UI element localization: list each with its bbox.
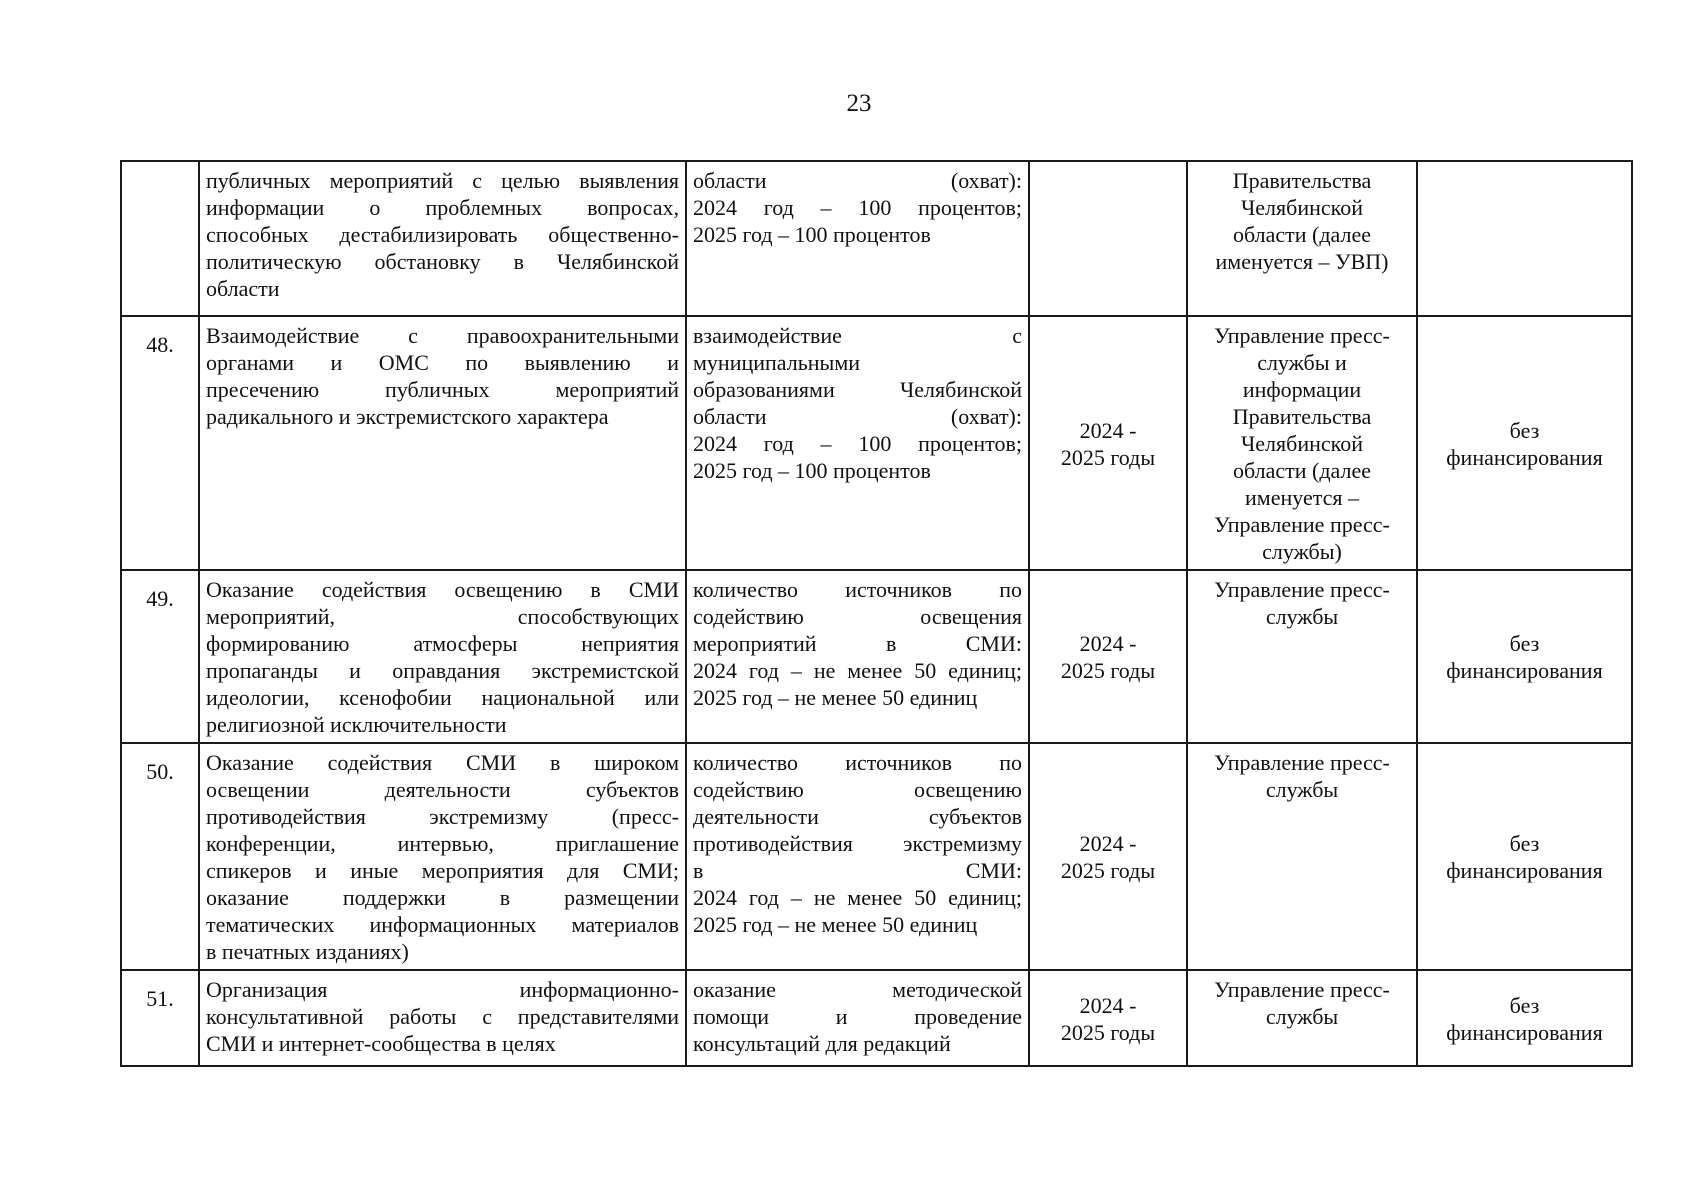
cell-line: тематических информационных материалов bbox=[206, 912, 679, 937]
cell-line: количество источников по bbox=[693, 750, 1022, 775]
cell-line: мероприятий в СМИ: bbox=[693, 631, 1022, 656]
cell-indicator bbox=[686, 570, 1029, 743]
cell-line: Оказание содействия освещению в СМИ bbox=[206, 577, 679, 602]
cell-line: пресечению публичных мероприятий bbox=[206, 377, 679, 402]
cell-line: без bbox=[1509, 417, 1540, 443]
cell-activity bbox=[199, 316, 686, 570]
cell-period bbox=[1029, 570, 1187, 743]
cell-line: противодействия экстремизму (пресс- bbox=[206, 804, 679, 829]
cell-responsible bbox=[1187, 570, 1417, 743]
cell-num bbox=[121, 161, 199, 316]
cell-responsible bbox=[1187, 970, 1417, 1066]
cell-line: без bbox=[1509, 992, 1540, 1018]
cell-line: пропаганды и оправдания экстремистской bbox=[206, 658, 679, 683]
cell-line: формированию атмосферы неприятия bbox=[206, 631, 679, 656]
cell-line: службы и bbox=[1257, 350, 1347, 375]
cell-line: Организация информационно- bbox=[206, 977, 679, 1002]
cell-line: конференции, интервью, приглашение bbox=[206, 831, 679, 856]
cell-line: содействию освещению bbox=[693, 777, 1022, 802]
measures-table bbox=[120, 160, 1633, 1067]
cell-line: политическую обстановку в Челябинской bbox=[206, 249, 679, 274]
cell-line: Управление пресс- bbox=[1214, 977, 1390, 1002]
cell-line: 2024 - bbox=[1079, 417, 1137, 443]
cell-line: органами и ОМС по выявлению и bbox=[206, 350, 679, 375]
cell-line: освещении деятельности субъектов bbox=[206, 777, 679, 802]
cell-line: содействию освещения bbox=[693, 604, 1022, 629]
cell-activity bbox=[199, 570, 686, 743]
cell-line: оказание методической bbox=[693, 977, 1022, 1002]
cell-line: публичных мероприятий с целью выявления bbox=[206, 168, 679, 193]
cell-line: именуется – УВП) bbox=[1215, 249, 1389, 274]
cell-financing bbox=[1417, 316, 1632, 570]
cell-line: 2024 - bbox=[1079, 992, 1137, 1018]
cell-line: Челябинской bbox=[1240, 431, 1363, 456]
cell-line: мероприятий, способствующих bbox=[206, 604, 679, 629]
cell-line: Управление пресс- bbox=[1214, 750, 1390, 775]
table-row bbox=[121, 570, 1632, 743]
cell-financing bbox=[1417, 970, 1632, 1066]
cell-line: службы bbox=[1265, 604, 1339, 629]
cell-line: 2025 годы bbox=[1060, 1019, 1156, 1045]
cell-line: области (охват): bbox=[693, 404, 1022, 429]
cell-line: идеологии, ксенофобии национальной или bbox=[206, 685, 679, 710]
cell-indicator bbox=[686, 970, 1029, 1066]
cell-line: финансирования bbox=[1446, 1019, 1603, 1045]
cell-indicator bbox=[686, 161, 1029, 316]
cell-period bbox=[1029, 161, 1187, 316]
cell-line: информации о проблемных вопросах, bbox=[206, 195, 679, 220]
cell-line: способных дестабилизировать общественно- bbox=[206, 222, 679, 247]
cell-line: Управление пресс- bbox=[1214, 512, 1390, 537]
cell-line: в СМИ: bbox=[693, 858, 1022, 883]
cell-line: 2025 годы bbox=[1060, 858, 1156, 883]
cell-line: противодействия экстремизму bbox=[693, 831, 1022, 856]
cell-line: консультаций для редакций bbox=[693, 1031, 951, 1056]
cell-line: 2024 - bbox=[1079, 831, 1137, 856]
cell-line: 2024 год – не менее 50 единиц; bbox=[693, 885, 1022, 910]
cell-line: 2025 год – 100 процентов bbox=[693, 222, 931, 247]
table-row bbox=[121, 316, 1632, 570]
cell-line: помощи и проведение bbox=[693, 1004, 1022, 1029]
cell-period bbox=[1029, 743, 1187, 970]
cell-line: области (далее bbox=[1232, 458, 1372, 483]
cell-line: в печатных изданиях) bbox=[206, 939, 409, 964]
table-row bbox=[121, 970, 1632, 1066]
cell-responsible bbox=[1187, 743, 1417, 970]
cell-line: именуется – bbox=[1245, 485, 1359, 510]
cell-line: 2025 годы bbox=[1060, 658, 1156, 683]
cell-line: Челябинской bbox=[1240, 195, 1363, 220]
cell-line: СМИ и интернет-сообщества в целях bbox=[206, 1031, 556, 1056]
cell-line: финансирования bbox=[1446, 858, 1603, 883]
cell-num: 51. bbox=[121, 970, 199, 1066]
cell-line: деятельности субъектов bbox=[693, 804, 1022, 829]
cell-line: 2024 год – 100 процентов; bbox=[693, 195, 1022, 220]
page-number: 23 bbox=[846, 90, 872, 117]
cell-line: финансирования bbox=[1446, 658, 1603, 683]
cell-line: оказание поддержки в размещении bbox=[206, 885, 679, 910]
table-row bbox=[121, 743, 1632, 970]
cell-period bbox=[1029, 316, 1187, 570]
cell-line: 2024 год – 100 процентов; bbox=[693, 431, 1022, 456]
cell-line: радикального и экстремистского характера bbox=[206, 404, 609, 429]
cell-activity bbox=[199, 743, 686, 970]
cell-line: Взаимодействие с правоохранительными bbox=[206, 323, 679, 348]
cell-financing bbox=[1417, 743, 1632, 970]
cell-line: 2025 год – не менее 50 единиц bbox=[693, 685, 978, 710]
cell-indicator bbox=[686, 316, 1029, 570]
cell-activity bbox=[199, 161, 686, 316]
cell-line: Оказание содействия СМИ в широком bbox=[206, 750, 679, 775]
cell-line: Правительства bbox=[1232, 404, 1372, 429]
cell-line: службы) bbox=[1262, 539, 1342, 564]
cell-line: образованиями Челябинской bbox=[693, 377, 1022, 402]
cell-line: 2024 - bbox=[1079, 631, 1137, 656]
cell-num: 49. bbox=[121, 570, 199, 743]
cell-indicator bbox=[686, 743, 1029, 970]
cell-line: службы bbox=[1265, 1004, 1339, 1029]
cell-line: без bbox=[1509, 831, 1540, 856]
cell-period bbox=[1029, 970, 1187, 1066]
cell-line: информации bbox=[1242, 377, 1362, 402]
cell-financing bbox=[1417, 161, 1632, 316]
cell-line: 2024 год – не менее 50 единиц; bbox=[693, 658, 1022, 683]
cell-line: финансирования bbox=[1446, 444, 1603, 470]
cell-line: взаимодействие с bbox=[693, 323, 1022, 348]
cell-line: муниципальными bbox=[693, 350, 861, 375]
cell-num: 50. bbox=[121, 743, 199, 970]
cell-line: религиозной исключительности bbox=[206, 712, 507, 737]
cell-line: 2025 год – не менее 50 единиц bbox=[693, 912, 978, 937]
cell-line: Правительства bbox=[1232, 168, 1372, 193]
cell-line: без bbox=[1509, 631, 1540, 656]
cell-line: службы bbox=[1265, 777, 1339, 802]
cell-line: количество источников по bbox=[693, 577, 1022, 602]
table-row bbox=[121, 161, 1632, 316]
cell-activity bbox=[199, 970, 686, 1066]
cell-line: 2025 годы bbox=[1060, 444, 1156, 470]
cell-line: спикеров и иные мероприятия для СМИ; bbox=[206, 858, 679, 883]
cell-line: области (далее bbox=[1232, 222, 1372, 247]
cell-financing bbox=[1417, 570, 1632, 743]
cell-line: области bbox=[206, 276, 280, 301]
cell-line: консультативной работы с представителями bbox=[206, 1004, 679, 1029]
cell-line: Управление пресс- bbox=[1214, 577, 1390, 602]
cell-line: Управление пресс- bbox=[1214, 323, 1390, 348]
cell-line: области (охват): bbox=[693, 168, 1022, 193]
cell-num: 48. bbox=[121, 316, 199, 570]
cell-responsible bbox=[1187, 316, 1417, 570]
cell-line: 2025 год – 100 процентов bbox=[693, 458, 931, 483]
cell-responsible bbox=[1187, 161, 1417, 316]
